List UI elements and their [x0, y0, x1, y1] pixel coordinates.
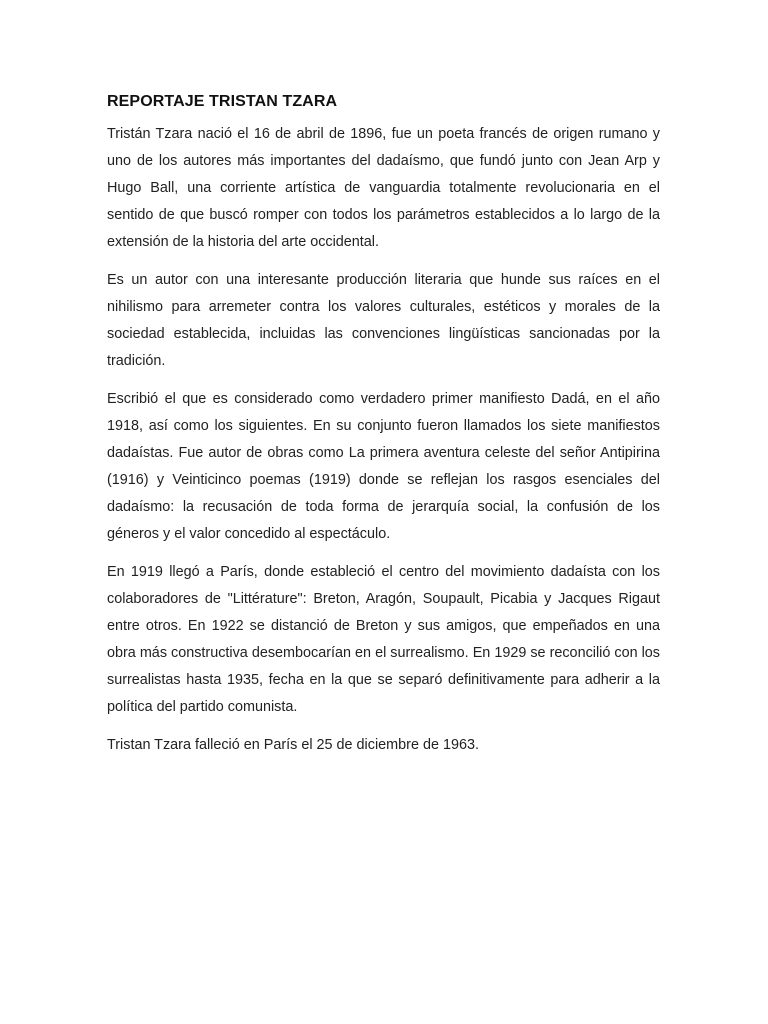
paragraph-literary-production: Es un autor con una interesante producción literaria que hunde sus raíces en el nihilismo para arremeter contra los valores culturales, estéticos y morales de la sociedad establecida, incluidas las convenciones lingüísticas sancionadas por la tradición.	[107, 272, 660, 369]
paragraph-birth: Tristán Tzara nació el 16 de abril de 1896, fue un poeta francés de origen rumano y uno de los autores más importantes del dadaísmo, que fundó junto con Jean Arp y Hugo Ball, una corriente artística de vanguardia totalmente revolucionaria en el sentido de que buscó romper con todos los parámetros establecidos a lo largo de la extensión de la historia del arte occidental.	[107, 126, 660, 250]
paragraph-manifestos: Escribió el que es considerado como verdadero primer manifiesto Dadá, en el año 1918, así como los siguientes. En su conjunto fueron llamados los siete manifiestos dadaístas. Fue autor de obras como La primera aventura celeste del señor Antipirina (1916) y Veinticinco poemas (1919) donde se reflejan los rasgos esenciales del dadaísmo: la recusación de toda forma de jerarquía social, la confusión de los géneros y el valor concedido al espectáculo.	[107, 391, 660, 542]
document-title: REPORTAJE TRISTAN TZARA	[107, 93, 338, 110]
document-body	[107, 91, 660, 770]
paragraph-death: Tristan Tzara falleció en París el 25 de diciembre de 1963.	[107, 737, 479, 753]
paragraph-paris: En 1919 llegó a París, donde estableció el centro del movimiento dadaísta con los colaboradores de "Littérature": Breton, Aragón, Soupault, Picabia y Jacques Rigaut entre otros. En 1922 se distanció de Breton y sus amigos, que empeñados en una obra más constructiva desembocarían en el surrealismo. En 1929 se reconcilió con los surrealistas hasta 1935, fecha en la que se separó definitivamente para adherir a la política del partido comunista.	[107, 564, 660, 715]
